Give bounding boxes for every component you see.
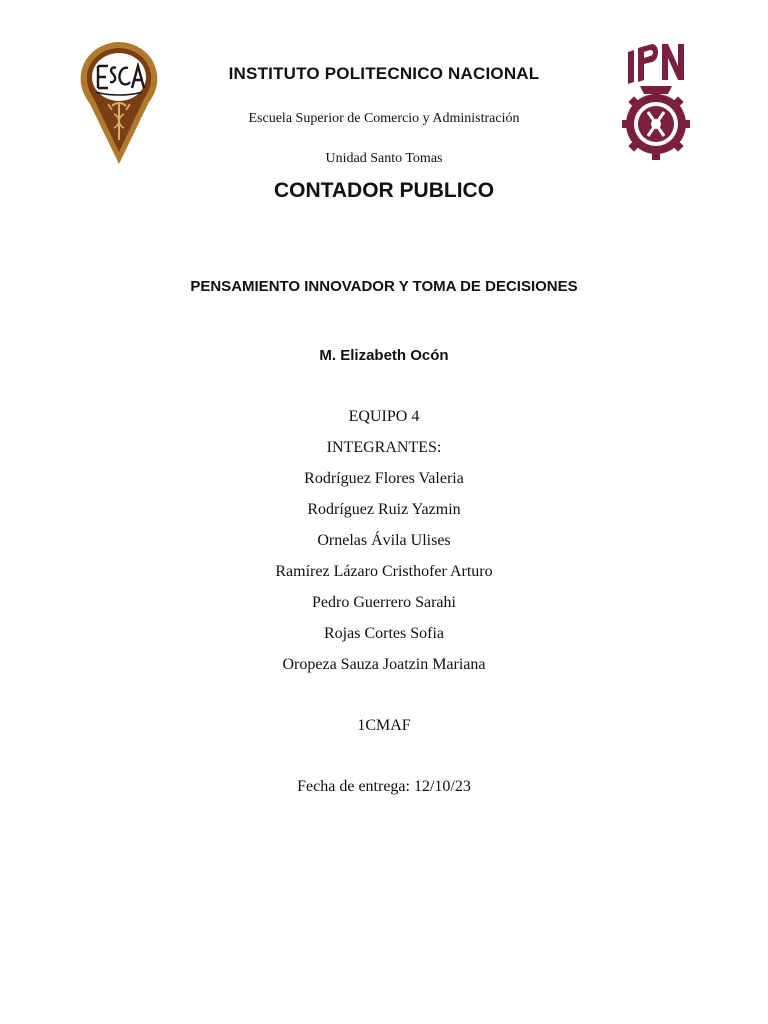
subject-title: PENSAMIENTO INNOVADOR Y TOMA DE DECISIONES <box>190 278 578 295</box>
member-item: Ornelas Ávila Ulises <box>317 532 451 549</box>
team-name: EQUIPO 4 <box>348 408 420 425</box>
institute-name: INSTITUTO POLITECNICO NACIONAL <box>228 64 540 83</box>
school-name: Escuela Superior de Comercio y Administración <box>248 111 520 126</box>
esca-shield-icon <box>78 40 160 166</box>
ipn-logo <box>618 42 692 168</box>
member-item: Pedro Guerrero Sarahi <box>312 594 456 611</box>
career-title: CONTADOR PUBLICO <box>273 179 495 202</box>
member-item: Rojas Cortes Sofia <box>324 625 444 642</box>
esca-logo <box>78 40 160 166</box>
member-item: Rodríguez Flores Valeria <box>304 470 464 487</box>
group-code: 1CMAF <box>357 717 411 734</box>
member-item: Oropeza Sauza Joatzin Mariana <box>282 656 486 673</box>
due-date: Fecha de entrega: 12/10/23 <box>297 778 471 795</box>
member-item: Rodríguez Ruiz Yazmin <box>307 501 461 518</box>
team-section <box>0 405 768 684</box>
teacher-name: M. Elizabeth Ocón <box>319 347 449 364</box>
ipn-emblem-icon <box>618 42 692 168</box>
members-label: INTEGRANTES: <box>326 439 442 456</box>
unit-name: Unidad Santo Tomas <box>325 151 443 166</box>
member-item: Ramírez Lázaro Cristhofer Arturo <box>275 563 493 580</box>
